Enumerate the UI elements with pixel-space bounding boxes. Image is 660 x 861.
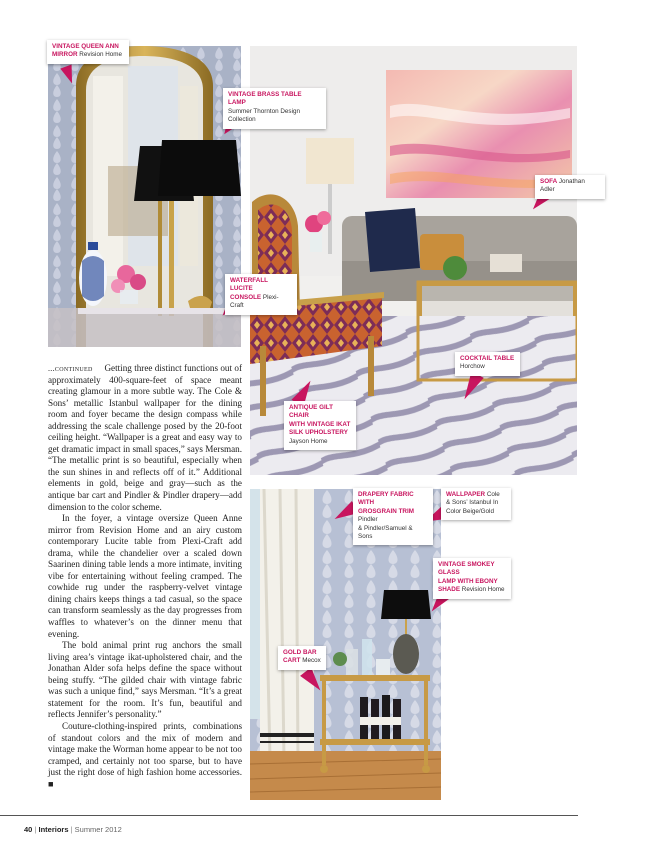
callout-lamp (223, 88, 326, 129)
callout-wallpaper-source-2: & Sons’ Istanbul In (446, 499, 499, 507)
callout-mirror-line2: MIRROR Revision Home (52, 51, 122, 59)
footer-rule (0, 815, 578, 816)
callout-wallpaper-source-3: Color Beige/Gold (446, 507, 494, 515)
callout-cocktail (455, 352, 520, 376)
callout-console-title: WATERFALL LUCITE (230, 277, 268, 293)
callout-smokey-title-1: VINTAGE SMOKEY GLASS (438, 561, 495, 577)
article-paragraph-3: The bold animal print rug anchors the small living area’s vintage ikat-upholstered chair, and the Jonathan Alder sofa helps define the space without being stuffy. “The gilded chair with vintage fabric was such a unique find,” says Mersman. “It’s a great statement for the room. It’s fun, beautiful and reflects Jennifer’s personality.” (48, 640, 242, 720)
callout-smokey-lamp (433, 558, 511, 599)
callout-console-line2: CONSOLE Plexi-Craft (230, 293, 279, 310)
callout-drapery (353, 488, 433, 545)
callout-barcart-line2: CART Mecox (283, 657, 321, 665)
article-body (48, 363, 242, 790)
callout-drapery-source-2: & Pindler/Samuel & Sons (358, 524, 413, 541)
callout-lamp-source: Summer Thornton Design Collection (228, 107, 300, 124)
callout-sofa-line: SOFA Jonathan Adler (540, 178, 585, 194)
callout-sofa (535, 175, 605, 199)
article-paragraph-4: Couture-clothing-inspired prints, combinations of standout colors and the mix of modern and vintage make the Worman home appear to be not too cramped, and certainly not too sparse, but to have just the right dose of high fashion home accessories. ■ (48, 720, 242, 789)
issue-date: Summer 2012 (74, 825, 122, 834)
article-paragraph-1: ...continued Getting three distinct functions out of approximately 400-square-feet of space meant creating glamour in a more subtle way. The Cole & Sons’ metallic Istanbul wallpaper for the dining room and foyer became the design compass while addressing the scale challenge posed by the 20-foot ceiling height. “Wallpaper is a great and easy way to get dramatic impact in small spaces,” says Mersman. “The metallic print is so beautiful, especially when the sun shines in and reflects off of it.” Additional elements in gold, beige and gray—such as the antique bar cart and Pindler & Pindler drapery—add dimension to the color scheme. (48, 363, 242, 512)
page-footer (24, 825, 122, 834)
foyer-photo-illustration (48, 46, 241, 347)
magazine-name: Interiors (38, 825, 69, 834)
callout-drapery-title-1: DRAPERY FABRIC WITH (358, 491, 414, 507)
footer-separator-2: | (70, 825, 73, 834)
callout-drapery-line2: GROSGRAIN TRIM Pindler (358, 507, 414, 524)
foyer-photo (48, 46, 241, 347)
callout-chair-title-2: WITH VINTAGE IKAT (289, 420, 351, 428)
callout-smokey-title-2: LAMP WITH EBONY (438, 577, 498, 585)
callout-mirror (47, 40, 129, 64)
callout-smokey-line3: SHADE Revision Home (438, 586, 505, 594)
footer-separator: | (34, 825, 37, 834)
callout-console (225, 274, 297, 315)
callout-mirror-title: VINTAGE QUEEN ANN (52, 43, 119, 50)
callout-barcart-title-1: GOLD BAR (283, 649, 317, 656)
callout-cocktail-title: COCKTAIL TABLE (460, 355, 515, 362)
callout-wallpaper (441, 488, 511, 520)
callout-chair-title-3: SILK UPHOLSTERY (289, 429, 348, 437)
callout-lamp-title: VINTAGE BRASS TABLE LAMP (228, 91, 302, 107)
callout-bar-cart (278, 646, 326, 670)
page-number: 40 (24, 825, 33, 834)
callout-chair-title-1: ANTIQUE GILT CHAIR (289, 404, 333, 420)
article-paragraph-2: In the foyer, a vintage oversize Queen Anne mirror from Revision Home and an airy custom contemporary Lucite table from Plexi-Craft add drama, while the chandelier over a scaled down Saarinen dining table lends a more intimate, inviting vibe for entertaining without feeling cramped. The cowhide rug under the raspberry-velvet vintage dining chairs keeps things a tad casual, so the space can transform seamlessly as the day progresses from waffles to whatever’s on the dinner menu that evening. (48, 513, 242, 639)
callout-cocktail-source: Horchow (460, 363, 485, 371)
callout-wallpaper-line1: WALLPAPER Cole (446, 491, 500, 498)
callout-chair-source: Jayson Home (289, 437, 328, 445)
callout-chair (284, 401, 356, 450)
